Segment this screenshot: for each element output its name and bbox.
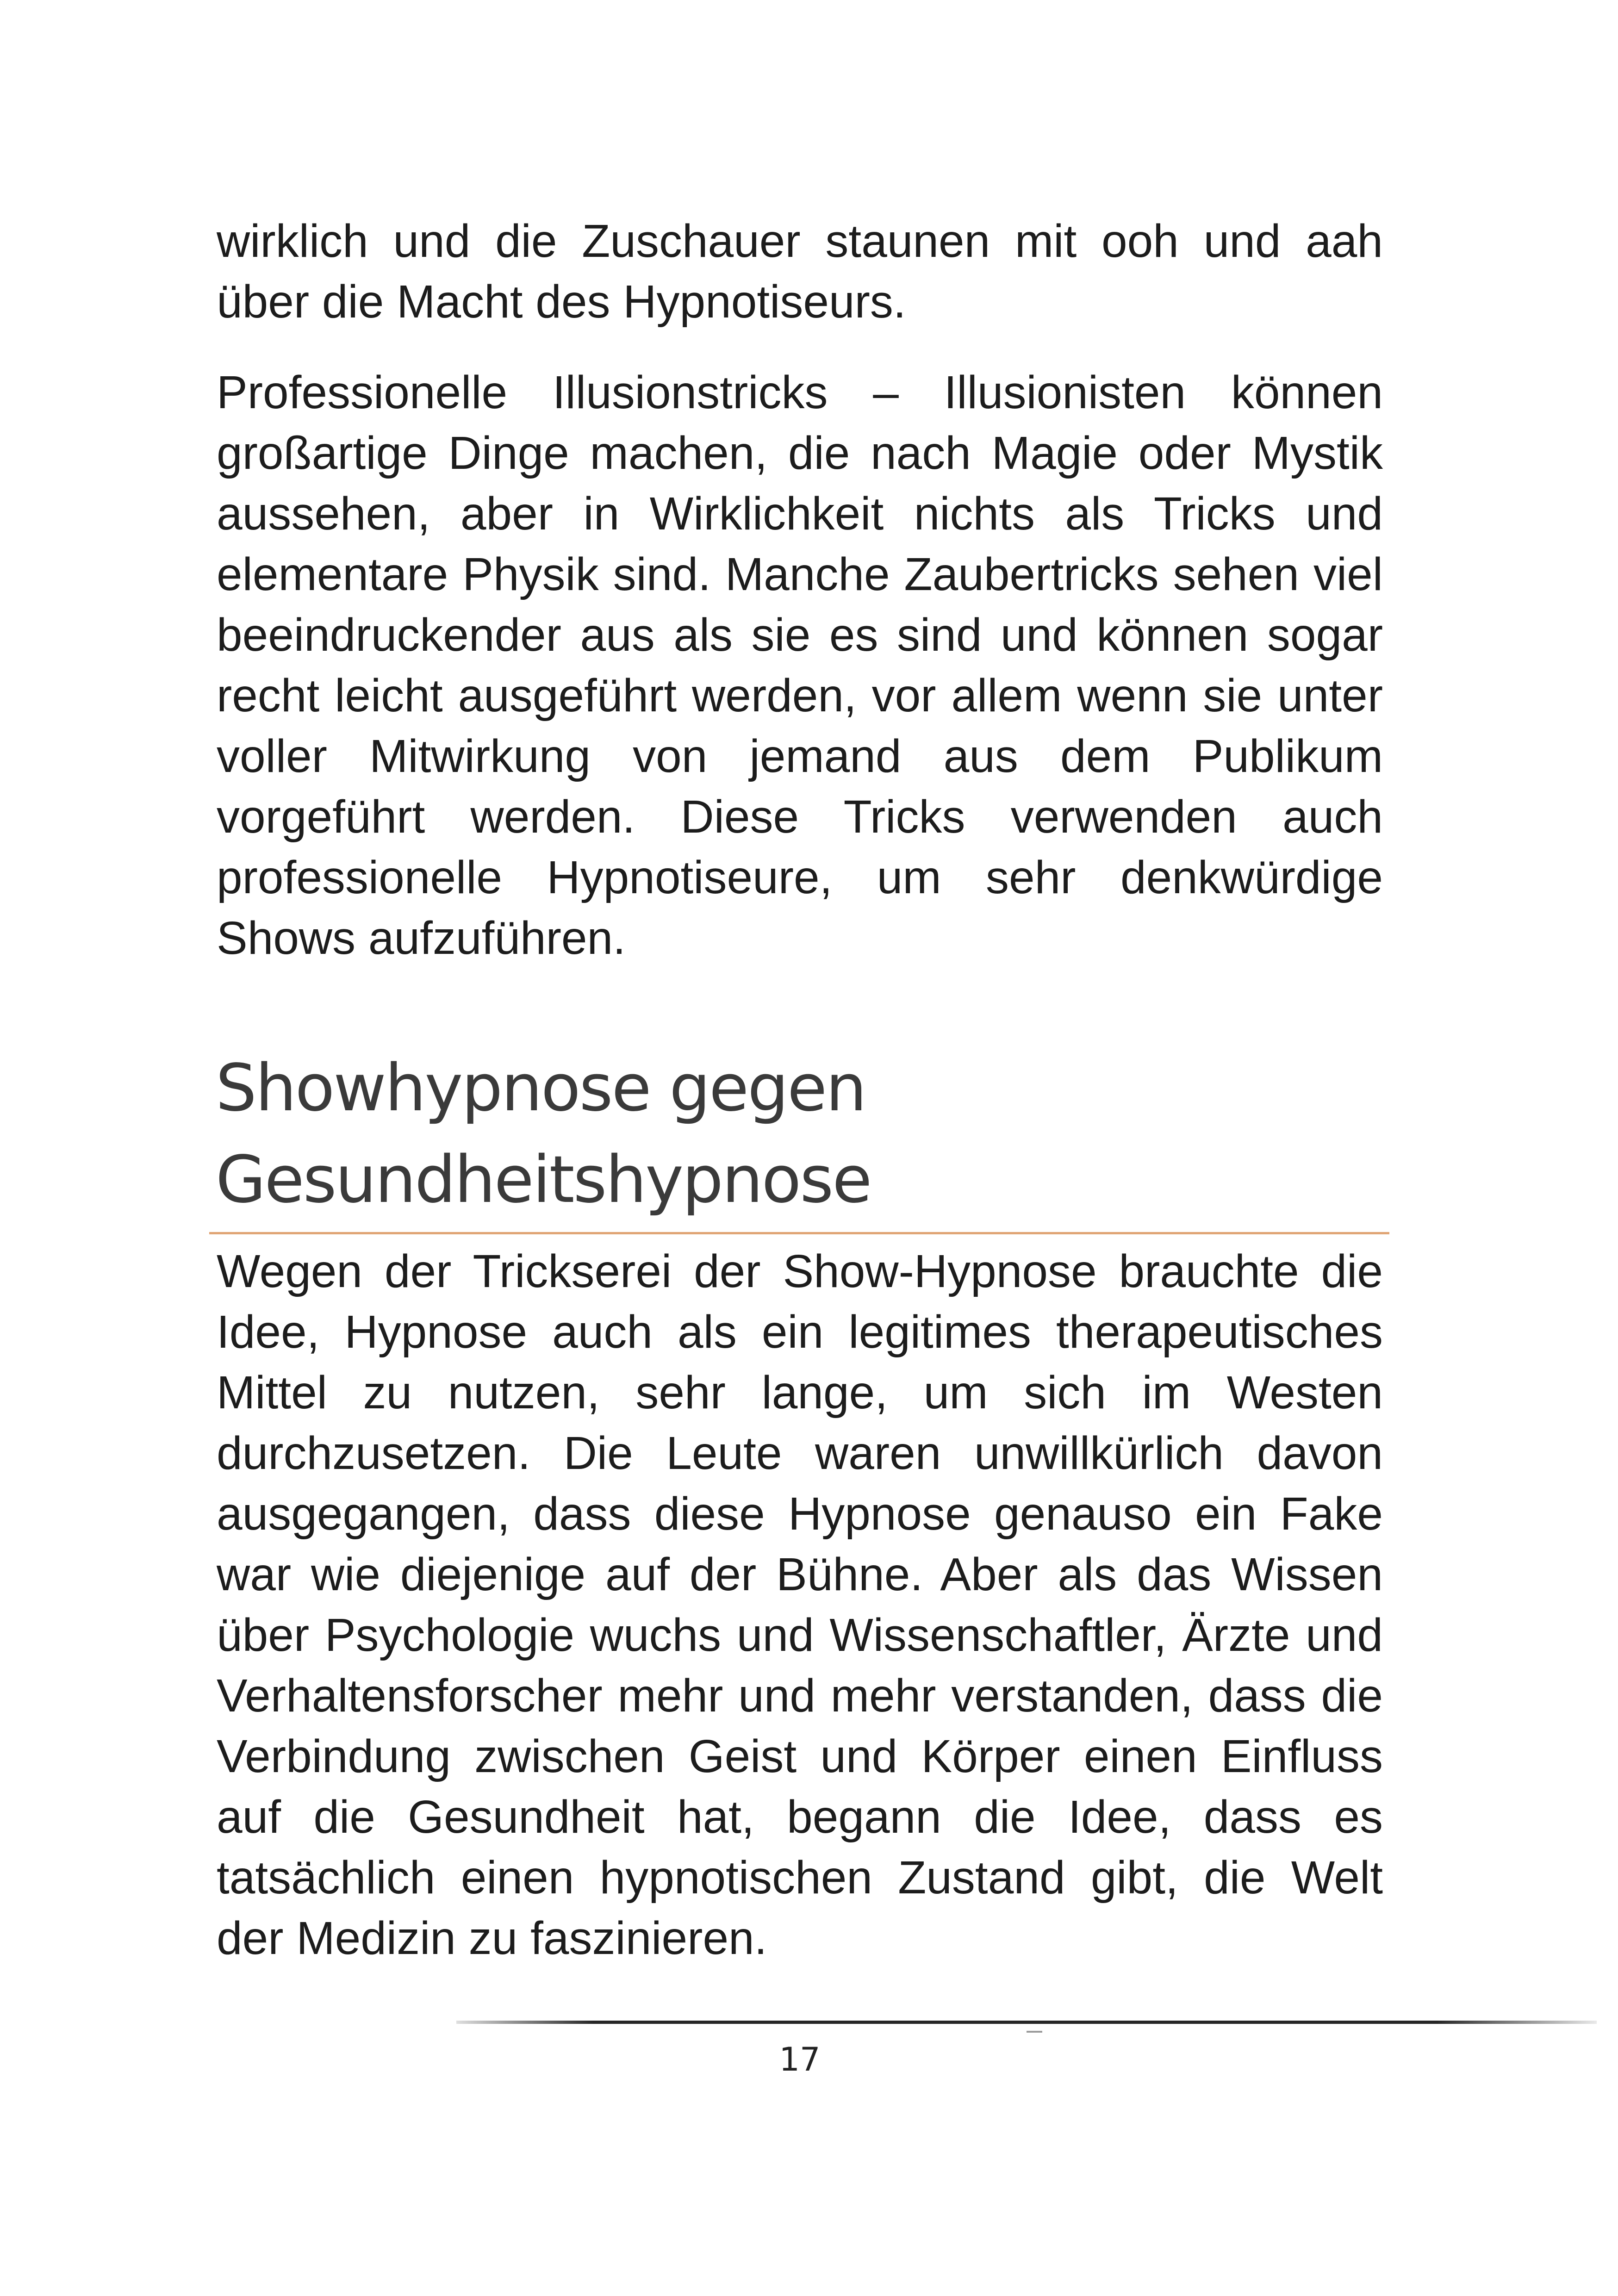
paragraph-illusion-tricks: Professionelle Illusionstricks – Illusionisten können großartige Dinge machen, die nach Magie oder Mystik aussehen, aber in Wirklichkeit nichts als Tricks und elementare Physik sind. Manche Zaubertricks sehen viel beeindruckender aus als sie es sind und können sogar recht leicht ausgeführt werden, vor allem wenn sie unter voller Mitwirkung von jemand aus dem Publikum vorgeführt werden. Diese Tricks verwenden auch professionelle Hypnotiseure, um sehr denkwürdige Shows aufzuführen.	[217, 367, 1383, 964]
footer-rule-tick	[1027, 2031, 1042, 2033]
footer-rule	[456, 2021, 1597, 2024]
heading-underline-rule	[209, 1232, 1389, 1234]
section-heading-line-2: Gesundheitshypnose	[216, 1142, 871, 1218]
paragraph-health-hypnosis: Wegen der Trickserei der Show-Hypnose brauchte die Idee, Hypnose auch als ein legitimes therapeutisches Mittel zu nutzen, sehr lange, um sich im Westen durchzusetzen. Die Leute waren unwillkürlich davon ausgegangen, dass diese Hypnose genauso ein Fake war wie diejenige auf der Bühne. Aber als das Wissen über Psychologie wuchs und Wissenschaftler, Ärzte und Verhaltensforscher mehr und mehr verstanden, dass die Verbindung zwischen Geist und Körper einen Einfluss auf die Gesundheit hat, begann die Idee, dass es tatsächlich einen hypnotischen Zustand gibt, die Welt der Medizin zu faszinieren.	[217, 1245, 1383, 1964]
section-heading	[216, 1043, 1387, 1226]
page-number: 17	[779, 2041, 821, 2078]
section-heading-line-1: Showhypnose gegen	[216, 1051, 865, 1126]
paragraph-continued: wirklich und die Zuschauer staunen mit ooh und aah über die Macht des Hypnotiseurs.	[217, 215, 1383, 328]
